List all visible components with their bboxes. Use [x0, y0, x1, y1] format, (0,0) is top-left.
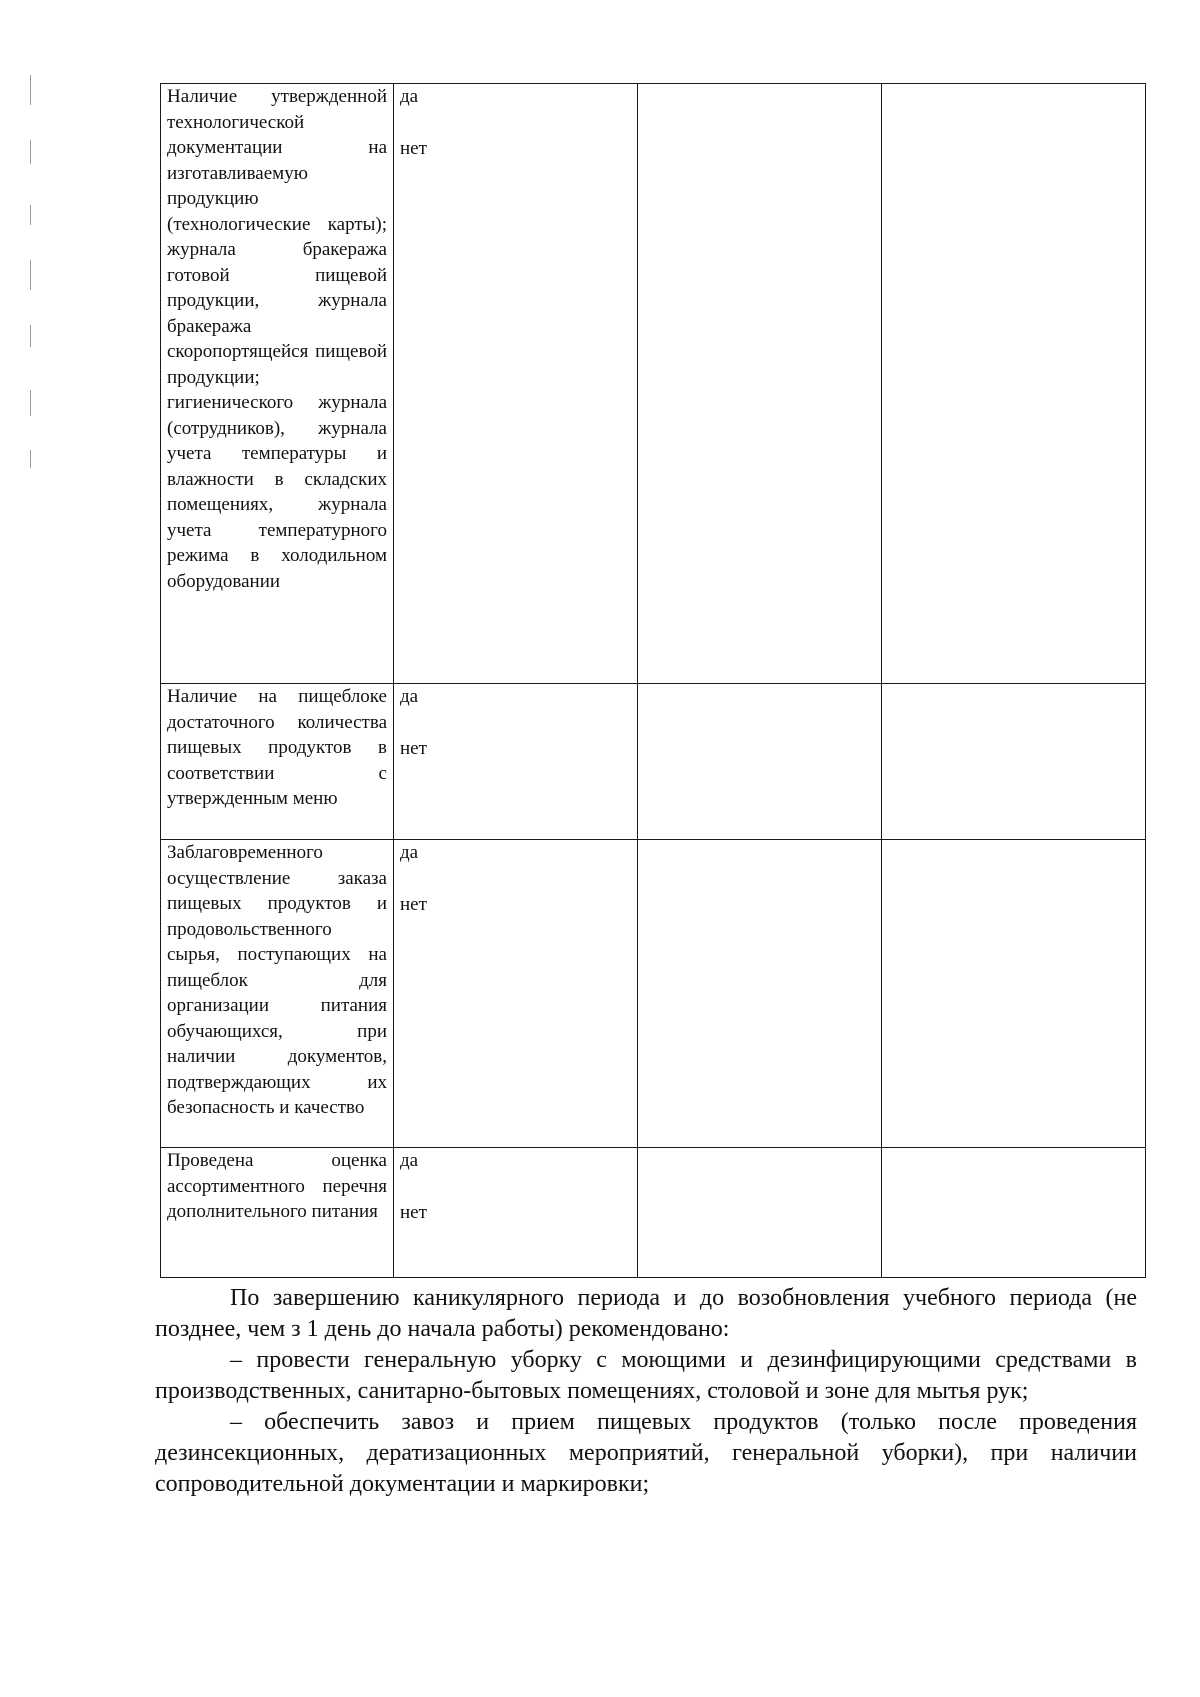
- scan-artifact: [30, 390, 31, 416]
- answer-no: нет: [400, 737, 427, 759]
- criterion-cell: Наличие утвержденной технологической документации на изготавливаемую продукцию (технологические карты); журнала бракеража готовой пищевой продукции, журнала бракеража скоропортящейся пищевой продукции; гигиенического журнала (сотрудников), журнала учета температуры и влажности в складских помещениях, журнала учета температурного режима в холодильном оборудовании: [161, 84, 394, 684]
- inspection-table: [160, 83, 1146, 1278]
- table-row: [161, 684, 1146, 840]
- answer-yes: да: [400, 86, 419, 107]
- scan-artifact: [30, 260, 31, 290]
- empty-cell: [882, 684, 1146, 840]
- answer-cell: [394, 84, 638, 684]
- paragraph-delivery: – обеспечить завоз и прием пищевых продуктов (только после проведения дезинсекционных, дератизационных мероприятий, генеральной уборки), при наличии сопроводительной документации и маркировки;: [155, 1409, 1137, 1497]
- empty-cell: [638, 684, 882, 840]
- answer-yes: да: [400, 1150, 419, 1171]
- paragraph-cleaning: – провести генеральную уборку с моющими и дезинфицирующими средствами в производственных, санитарно-бытовых помещениях, столовой и зоне для мытья рук;: [155, 1347, 1137, 1404]
- criterion-cell: Заблаговременного осуществление заказа пищевых продуктов и продовольственного сырья, поступающих на пищеблок для организации питания обучающихся, при наличии документов, подтверждающих их безопасность и качество: [161, 840, 394, 1148]
- empty-cell: [882, 1148, 1146, 1278]
- empty-cell: [638, 840, 882, 1148]
- empty-cell: [882, 84, 1146, 684]
- empty-cell: [882, 840, 1146, 1148]
- scan-artifact: [30, 450, 31, 468]
- scan-artifact: [30, 325, 31, 347]
- answer-yes: да: [400, 842, 419, 863]
- scan-artifact: [30, 75, 31, 105]
- empty-cell: [638, 1148, 882, 1278]
- answer-cell: [394, 684, 638, 840]
- paragraph-intro: По завершению каникулярного периода и до возобновления учебного периода (не позднее, чем з 1 день до начала работы) рекомендовано:: [155, 1285, 1137, 1342]
- answer-no: нет: [400, 137, 427, 159]
- empty-cell: [638, 84, 882, 684]
- body-text: [155, 1283, 1137, 1500]
- answer-no: нет: [400, 1201, 427, 1223]
- criterion-cell: Наличие на пищеблоке достаточного количества пищевых продуктов в соответствии с утвержденным меню: [161, 684, 394, 840]
- scan-artifact: [30, 205, 31, 225]
- table-row: [161, 840, 1146, 1148]
- table-row: [161, 1148, 1146, 1278]
- scan-artifact: [30, 140, 31, 164]
- answer-yes: да: [400, 686, 419, 707]
- answer-no: нет: [400, 893, 427, 915]
- answer-cell: [394, 840, 638, 1148]
- table-row: [161, 84, 1146, 684]
- criterion-cell: Проведена оценка ассортиментного перечня дополнительного питания: [161, 1148, 394, 1278]
- answer-cell: [394, 1148, 638, 1278]
